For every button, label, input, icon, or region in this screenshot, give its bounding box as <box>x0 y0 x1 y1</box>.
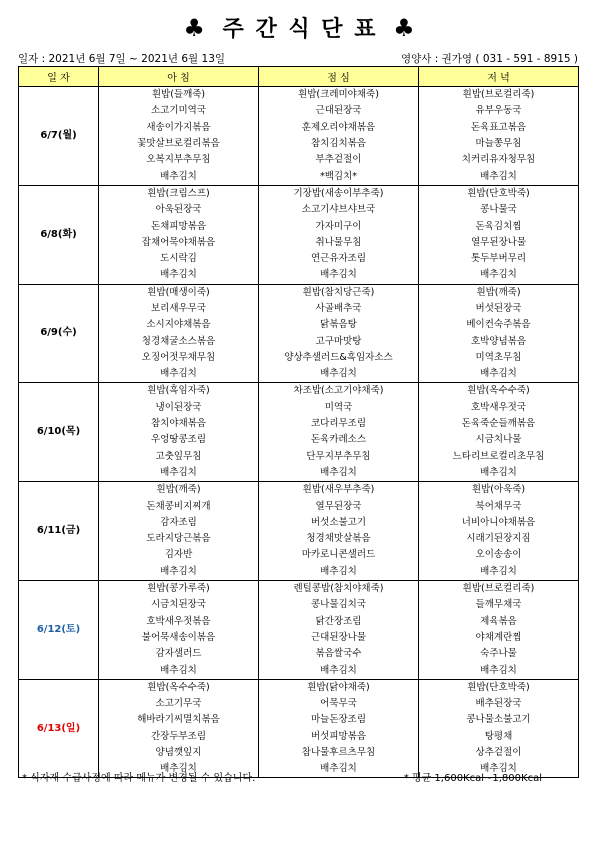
breakfast-item: 흰밥(옥수수죽) <box>99 679 259 696</box>
table-row <box>19 136 579 152</box>
breakfast-item: 배추김치 <box>99 366 259 383</box>
dinner-item: 들깨무채국 <box>419 597 579 613</box>
lunch-item: 배추김치 <box>259 267 419 284</box>
dinner-item: 배추김치 <box>419 465 579 482</box>
lunch-item: 코다리무조림 <box>259 416 419 432</box>
breakfast-item: 흰밥(매생이죽) <box>99 284 259 301</box>
dinner-item: 시래기된장지짐 <box>419 531 579 547</box>
table-row <box>19 547 579 563</box>
dinner-item: 돈육죽순들깨볶음 <box>419 416 579 432</box>
lunch-item: *백김치* <box>259 168 419 185</box>
lunch-item: 가자미구이 <box>259 218 419 234</box>
col-breakfast-header: 아 침 <box>99 67 259 87</box>
breakfast-item: 청경채굴소스볶음 <box>99 333 259 349</box>
day-date-cell: 6/13(일) <box>19 679 99 778</box>
breakfast-item: 흰밥(깨죽) <box>99 482 259 499</box>
table-row <box>19 251 579 267</box>
club-right-icon: ♣ <box>393 14 417 42</box>
change-notice: * 식자재 수급사정에 따라 메뉴가 변경될 수 있습니다. <box>22 773 256 784</box>
lunch-item: 마늘돈장조림 <box>259 712 419 728</box>
lunch-item: 참치김치볶음 <box>259 136 419 152</box>
dinner-item: 배추김치 <box>419 168 579 185</box>
lunch-item: 버섯소불고기 <box>259 515 419 531</box>
table-row <box>19 482 579 499</box>
table-row <box>19 432 579 448</box>
calorie-info: * 평균 1,600Kcal~1,800Kcal <box>403 773 542 784</box>
dinner-item: 호박새우젓국 <box>419 400 579 416</box>
page-title <box>0 12 600 43</box>
dinner-item: 북어채무국 <box>419 498 579 514</box>
lunch-item: 배추김치 <box>259 564 419 581</box>
table-row <box>19 564 579 581</box>
breakfast-item: 시금치된장국 <box>99 597 259 613</box>
breakfast-item: 오징어젓무채무침 <box>99 350 259 366</box>
lunch-item: 기장밥(새송이부추죽) <box>259 185 419 202</box>
dinner-item: 탕평채 <box>419 729 579 745</box>
club-left-icon: ♣ <box>183 14 207 42</box>
breakfast-item: 소고기무국 <box>99 696 259 712</box>
lunch-item: 훈제오리야채볶음 <box>259 120 419 136</box>
table-row <box>19 580 579 597</box>
table-row <box>19 729 579 745</box>
dinner-item: 배추김치 <box>419 267 579 284</box>
table-row <box>19 333 579 349</box>
table-row <box>19 400 579 416</box>
lunch-item: 차조밥(소고기야채죽) <box>259 383 419 400</box>
dinner-item: 치커리유자청무침 <box>419 152 579 168</box>
dinner-item: 흰밥(옥수수죽) <box>419 383 579 400</box>
dinner-item: 흰밥(깨죽) <box>419 284 579 301</box>
table-row <box>19 597 579 613</box>
dinner-item: 오이송송이 <box>419 547 579 563</box>
table-row <box>19 630 579 646</box>
dinner-item: 너비아니야채볶음 <box>419 515 579 531</box>
breakfast-item: 흰밥(들깨죽) <box>99 87 259 104</box>
lunch-item: 마카로니콘샐러드 <box>259 547 419 563</box>
dinner-item: 제육볶음 <box>419 614 579 630</box>
table-row <box>19 218 579 234</box>
lunch-item: 돈육카레소스 <box>259 432 419 448</box>
breakfast-item: 김자반 <box>99 547 259 563</box>
table-row <box>19 614 579 630</box>
lunch-item: 배추김치 <box>259 465 419 482</box>
breakfast-item: 흰밥(콩가루죽) <box>99 580 259 597</box>
table-row <box>19 449 579 465</box>
table-row <box>19 679 579 696</box>
table-row <box>19 120 579 136</box>
dinner-item: 콩나물소불고기 <box>419 712 579 728</box>
breakfast-item: 호박새우젓볶음 <box>99 614 259 630</box>
dinner-item: 배추김치 <box>419 564 579 581</box>
table-row <box>19 152 579 168</box>
table-row <box>19 712 579 728</box>
lunch-item: 근대된장국 <box>259 103 419 119</box>
day-date-cell: 6/8(화) <box>19 185 99 284</box>
breakfast-item: 해바라기씨멸치볶음 <box>99 712 259 728</box>
breakfast-item: 배추김치 <box>99 761 259 778</box>
dinner-item: 흰밥(단호박죽) <box>419 185 579 202</box>
breakfast-item: 냉이된장국 <box>99 400 259 416</box>
breakfast-item: 배추김치 <box>99 267 259 284</box>
table-row <box>19 531 579 547</box>
col-lunch-header: 점 심 <box>259 67 419 87</box>
dinner-item: 돈육표고볶음 <box>419 120 579 136</box>
table-row <box>19 696 579 712</box>
breakfast-item: 배추김치 <box>99 168 259 185</box>
lunch-item: 배추김치 <box>259 761 419 778</box>
table-row <box>19 383 579 400</box>
lunch-item: 고구마맛탕 <box>259 333 419 349</box>
lunch-item: 닭볶음탕 <box>259 317 419 333</box>
dinner-item: 톳두부버무리 <box>419 251 579 267</box>
lunch-item: 사골배추국 <box>259 301 419 317</box>
col-dinner-header: 저 녁 <box>419 67 579 87</box>
table-row <box>19 202 579 218</box>
breakfast-item: 배추김치 <box>99 564 259 581</box>
breakfast-item: 참치야채볶음 <box>99 416 259 432</box>
lunch-item: 볶음쌀국수 <box>259 646 419 662</box>
breakfast-item: 양념깻잎지 <box>99 745 259 761</box>
lunch-item: 청경채맛살볶음 <box>259 531 419 547</box>
breakfast-item: 새송이가지볶음 <box>99 120 259 136</box>
lunch-item: 미역국 <box>259 400 419 416</box>
table-row <box>19 745 579 761</box>
table-row <box>19 465 579 482</box>
dinner-item: 배추김치 <box>419 761 579 778</box>
lunch-item: 콩나물김치국 <box>259 597 419 613</box>
breakfast-item: 감자조림 <box>99 515 259 531</box>
dinner-item: 베이컨숙주볶음 <box>419 317 579 333</box>
breakfast-item: 아욱된장국 <box>99 202 259 218</box>
table-row <box>19 366 579 383</box>
breakfast-item: 흰밥(흑임자죽) <box>99 383 259 400</box>
breakfast-item: 도라지당근볶음 <box>99 531 259 547</box>
breakfast-item: 감자샐러드 <box>99 646 259 662</box>
lunch-item: 흰밥(새우부추죽) <box>259 482 419 499</box>
day-date-cell: 6/11(금) <box>19 482 99 581</box>
table-row <box>19 168 579 185</box>
date-range: 일자 : 2021년 6월 7일 ~ 2021년 6월 13일 <box>18 53 226 65</box>
dinner-item: 콩나물국 <box>419 202 579 218</box>
lunch-item: 양상추샐러드&흑임자소스 <box>259 350 419 366</box>
table-row <box>19 515 579 531</box>
dinner-item: 호박양념볶음 <box>419 333 579 349</box>
dinner-item: 배추된장국 <box>419 696 579 712</box>
table-row <box>19 662 579 679</box>
breakfast-item: 흰밥(크림스프) <box>99 185 259 202</box>
dinner-item: 배추김치 <box>419 366 579 383</box>
day-date-cell: 6/9(수) <box>19 284 99 383</box>
table-row <box>19 284 579 301</box>
breakfast-item: 불어묵새송이볶음 <box>99 630 259 646</box>
table-row <box>19 185 579 202</box>
lunch-item: 어묵무국 <box>259 696 419 712</box>
header-row <box>19 67 579 87</box>
breakfast-item: 배추김치 <box>99 465 259 482</box>
lunch-item: 배추김치 <box>259 366 419 383</box>
breakfast-item: 간장두부조림 <box>99 729 259 745</box>
dinner-item: 숙주나물 <box>419 646 579 662</box>
breakfast-item: 소시지야채볶음 <box>99 317 259 333</box>
dinner-item: 돈육김치찜 <box>419 218 579 234</box>
menu-table <box>18 66 579 778</box>
breakfast-item: 고춧잎무침 <box>99 449 259 465</box>
breakfast-item: 오복지부추무침 <box>99 152 259 168</box>
dinner-item: 흰밥(브로컬리죽) <box>419 580 579 597</box>
table-row <box>19 646 579 662</box>
dinner-item: 마늘쫑무침 <box>419 136 579 152</box>
lunch-item: 배추김치 <box>259 662 419 679</box>
dinner-item: 상추겉절이 <box>419 745 579 761</box>
table-row <box>19 267 579 284</box>
lunch-item: 부추겉절이 <box>259 152 419 168</box>
breakfast-item: 잡채어묵야채볶음 <box>99 235 259 251</box>
breakfast-item: 돈채피망볶음 <box>99 218 259 234</box>
nutritionist-info: 영양사 : 권가영 ( 031 - 591 - 8915 ) <box>400 53 578 65</box>
table-row <box>19 416 579 432</box>
table-row <box>19 87 579 104</box>
table-row <box>19 350 579 366</box>
day-date-cell: 6/7(월) <box>19 87 99 186</box>
lunch-item: 흰밥(닭야채죽) <box>259 679 419 696</box>
breakfast-item: 돈채콩비지찌개 <box>99 498 259 514</box>
lunch-item: 연근유자조림 <box>259 251 419 267</box>
table-row <box>19 317 579 333</box>
dinner-item: 배추김치 <box>419 662 579 679</box>
day-date-cell: 6/10(목) <box>19 383 99 482</box>
dinner-item: 열무된장나물 <box>419 235 579 251</box>
title-text: 주 간 식 단 표 <box>222 17 378 42</box>
lunch-item: 흰밥(참치당근죽) <box>259 284 419 301</box>
lunch-item: 소고기샤브샤브국 <box>259 202 419 218</box>
dinner-item: 시금치나물 <box>419 432 579 448</box>
table-row <box>19 498 579 514</box>
table-row <box>19 103 579 119</box>
breakfast-item: 배추김치 <box>99 662 259 679</box>
dinner-item: 느타리브로컬리초무침 <box>419 449 579 465</box>
breakfast-item: 꽃맛살브로컬리볶음 <box>99 136 259 152</box>
lunch-item: 열무된장국 <box>259 498 419 514</box>
dinner-item: 흰밥(브로컬리죽) <box>419 87 579 104</box>
dinner-item: 버섯된장국 <box>419 301 579 317</box>
dinner-item: 흰밥(단호박죽) <box>419 679 579 696</box>
lunch-item: 참나물후르츠무침 <box>259 745 419 761</box>
lunch-item: 흰밥(크레미야채죽) <box>259 87 419 104</box>
lunch-item: 렌틸콩밥(참치야채죽) <box>259 580 419 597</box>
lunch-item: 근대된장나물 <box>259 630 419 646</box>
lunch-item: 단무지부추무침 <box>259 449 419 465</box>
breakfast-item: 우엉땅콩조림 <box>99 432 259 448</box>
dinner-item: 야채계란찜 <box>419 630 579 646</box>
col-date-header: 일 자 <box>19 67 99 87</box>
dinner-item: 흰밥(아욱죽) <box>419 482 579 499</box>
table-row <box>19 235 579 251</box>
dinner-item: 미역초무침 <box>419 350 579 366</box>
lunch-item: 버섯피망볶음 <box>259 729 419 745</box>
table-row <box>19 301 579 317</box>
breakfast-item: 보리새우무국 <box>99 301 259 317</box>
menu-body <box>19 87 579 778</box>
lunch-item: 취나물무침 <box>259 235 419 251</box>
breakfast-item: 소고기미역국 <box>99 103 259 119</box>
day-date-cell: 6/12(토) <box>19 580 99 679</box>
lunch-item: 닭간장조림 <box>259 614 419 630</box>
breakfast-item: 도시락김 <box>99 251 259 267</box>
dinner-item: 유부우동국 <box>419 103 579 119</box>
